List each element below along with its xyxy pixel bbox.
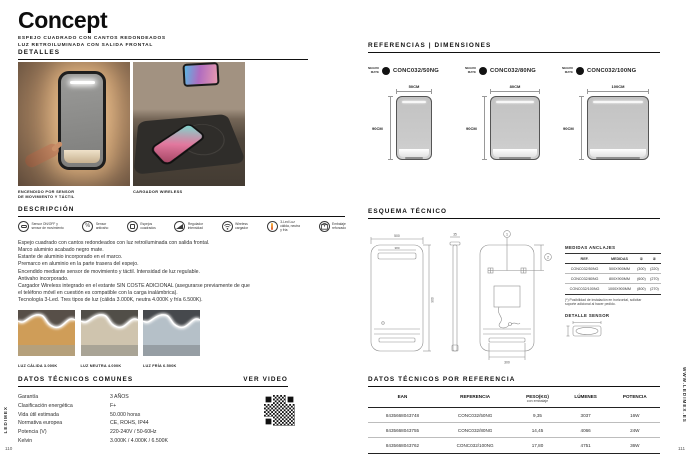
description-line: Espejo cuadrado con cantos redondeados con luz retroiluminada con salida frontal. [18, 240, 210, 246]
feature-icons-row [18, 220, 346, 232]
feature-label: Espejos cuadrados [140, 222, 156, 231]
width-dim-line [490, 91, 540, 92]
col-lumenes: LÚMENES [562, 391, 610, 408]
reference-code: CONC032/100NG [587, 68, 637, 74]
detalle-sensor [565, 313, 609, 345]
width-label: 50CM [408, 84, 420, 89]
height-dim-line [484, 96, 485, 160]
description-line: Encendido mediante sensor de movimiento y táctil. Intensidad de luz regulable. [18, 268, 200, 275]
feature-antifog [82, 220, 108, 232]
qr-code [264, 395, 295, 426]
descripcion-heading: DESCRIPCIÓN [18, 206, 345, 217]
reference-item [465, 67, 562, 75]
anclajes-footnote: (*) Posibilidad de instalación en horizontal, solicitar soporte adicional al hacer pedido. [565, 297, 642, 306]
col-referencia: REFERENCIA [437, 391, 513, 408]
sensor-onoff-icon [18, 221, 29, 232]
led-temperature-icon [267, 221, 278, 232]
reference-code: CONC032/50NG [393, 68, 439, 74]
mirror-outline [396, 96, 432, 160]
anclajes-table [565, 253, 661, 295]
feature-label: Sensor ON/OFF y sensor de movimiento [31, 222, 64, 231]
page-title: Concept [18, 7, 108, 33]
description-line: el teléfono móvil en cuestión es compatible con la carga inalámbrica). [18, 290, 178, 297]
dimension-diagrams [368, 84, 660, 184]
anclajes-row: CONC032/80NG 800X900MM (600) (270) [565, 274, 661, 284]
spec-row: Clasificación energética F+ [18, 402, 117, 409]
photo-caption-wireless: CARGADOR WIRELESS [133, 189, 183, 194]
col-ean: EAN [368, 391, 437, 408]
width-dim-line [396, 91, 432, 92]
feature-label: Embalaje reforzado [332, 222, 346, 231]
feature-dimmer [174, 220, 203, 232]
datos-por-referencia-heading: DATOS TÉCNICOS POR REFERENCIA [368, 376, 660, 387]
page-number-right: 111 [678, 446, 685, 451]
description-line: Antivaho incorporado. [18, 275, 69, 282]
anclajes-row: CONC032/50NG 500X900MM (300) (220) [565, 264, 661, 274]
col-marker-2: ② [648, 254, 661, 264]
description-line: Marco aluminio acabado negro mate. [18, 247, 104, 254]
svg-text:500: 500 [394, 234, 400, 238]
wireless-charger-icon [222, 221, 233, 232]
feature-3led [267, 220, 300, 232]
diagram-100cm [562, 84, 659, 184]
finish-label: NEGRO MATE [465, 66, 477, 74]
description-paragraph [18, 240, 346, 304]
antifog-icon: % [82, 221, 93, 232]
color-swatch-black [382, 67, 390, 75]
anclajes-row: CONC032/100NG 1000X900MM (800) (270) [565, 284, 661, 294]
feature-label: Regulador intensidad [187, 222, 204, 231]
esquema-heading: ESQUEMA TÉCNICO [368, 208, 660, 219]
height-label: 90CM [563, 126, 574, 131]
caption-line: ENCENDIDO POR SENSOR [18, 189, 75, 194]
light-caption: LUZ FRÍA 6.500K [143, 364, 177, 368]
light-caption: LUZ NEUTRA 4.000K [80, 364, 122, 368]
reference-item [368, 67, 465, 75]
description-line: Cargador Wireless integrado en el estante SIN COSTE ADICIONAL (asegurarse previamente de que [18, 282, 250, 289]
svg-text:300: 300 [504, 360, 510, 365]
brand-vertical-label: LEDIMEX [3, 405, 8, 433]
datos-comunes-heading [18, 376, 288, 387]
product-row: 8435668043748 CONC032/50NG 9,35 3037 16W [368, 408, 660, 423]
page-subtitle [18, 36, 346, 49]
light-sample-warm [18, 310, 75, 368]
diagram-50cm [368, 84, 465, 184]
feature-label: Wireless cargador [235, 222, 249, 231]
color-swatch-black [576, 67, 584, 75]
svg-text:2: 2 [547, 255, 549, 260]
mirror-shelf [64, 150, 100, 163]
product-row: 8435668043755 CONC032/80NG 14,45 4066 24W [368, 423, 660, 438]
height-label: 90CM [372, 126, 383, 131]
caption-line: DE MOVIMIENTO Y TÁCTIL [18, 194, 75, 200]
cool-light-image [143, 310, 200, 356]
diagram-80cm [465, 84, 562, 184]
neutral-light-image [81, 310, 138, 356]
phone-standing-image [182, 62, 219, 87]
mirror-light-strip [70, 81, 95, 84]
datos-comunes-title: DATOS TÉCNICOS COMUNES [18, 376, 134, 383]
reference-code: CONC032/80NG [490, 68, 536, 74]
feature-packaging [319, 220, 346, 232]
col-ref: REF. [565, 254, 604, 264]
datos-comunes-list [18, 393, 258, 446]
mirror-outline [490, 96, 540, 160]
col-peso: PESO(KG) con embalaje [513, 391, 561, 408]
feature-sensor-onoff [18, 220, 64, 232]
medidas-anclajes [565, 245, 661, 306]
feature-label: Sensor antivaho [95, 222, 109, 231]
sensor-drawing [565, 320, 609, 340]
width-dim-line [587, 91, 649, 92]
reinforced-packaging-icon [319, 221, 330, 232]
width-label: 100CM [611, 84, 625, 89]
charger-pad-image [133, 114, 245, 175]
warm-light-image [18, 310, 75, 356]
website-vertical-label: WWW.LEDIMEX.ES [682, 367, 687, 423]
description-line: Estante de aluminio incorporado en el marco. [18, 254, 123, 261]
finish-label: NEGRO MATE [562, 66, 574, 74]
detalles-heading: DETALLES [18, 49, 308, 60]
subtitle-line-2: LUZ RETROILUMINADA CON SALIDA FRONTAL [18, 42, 153, 48]
reference-item [562, 67, 659, 75]
light-sample-cool [143, 310, 200, 368]
mirror-outline [587, 96, 649, 160]
technical-drawing [368, 226, 560, 374]
product-row: 8435668043762 CONC032/100NG 17,80 4751 36W [368, 438, 660, 453]
dimmer-icon [174, 221, 185, 232]
width-label: 80CM [509, 84, 521, 89]
detalle-sensor-heading: DETALLE SENSOR [565, 313, 610, 318]
ver-video-link[interactable]: VER VIDEO [243, 376, 288, 383]
col-marker-1: ① [635, 254, 648, 264]
feature-wireless [222, 220, 249, 232]
svg-text:380: 380 [394, 246, 400, 250]
left-column [18, 7, 346, 444]
feature-square-mirrors [127, 220, 156, 232]
photo-mirror-sensor [18, 62, 130, 186]
svg-text:1: 1 [506, 232, 508, 237]
svg-text:35: 35 [453, 232, 457, 237]
subtitle-line-1: ESPEJO CUADRADO CON CANTOS REDONDEADOS [18, 36, 166, 41]
photo-captions [18, 189, 346, 199]
photo-wireless-charger [133, 62, 245, 186]
spec-row: Normativa europea CE, ROHS, IP44 [18, 420, 149, 427]
detail-photos [18, 62, 245, 186]
spec-row: Garantía 3 AÑOS [18, 394, 129, 400]
height-dim-line [390, 96, 391, 160]
col-medidas: MEDIDAS [604, 254, 635, 264]
description-line: Tecnología 3-Led. Tres tipos de luz (cálida 3.000K, neutra 4.000K y fría 6.500K). [18, 297, 203, 304]
por-referencia-table [368, 391, 660, 454]
description-line: Premarco en aluminio en la parte trasera del espejo. [18, 261, 139, 268]
page-number-left: 110 [5, 446, 13, 451]
medidas-anclajes-heading: MEDIDAS ANCLAJES [565, 245, 616, 250]
square-mirror-icon [127, 221, 138, 232]
mirror-image [58, 71, 106, 170]
reference-list [368, 67, 660, 75]
photo-caption-sensor [18, 189, 133, 199]
light-sample-neutral [81, 310, 138, 368]
svg-text:900: 900 [430, 297, 435, 303]
height-label: 90CM [466, 126, 477, 131]
spec-row: Vida útil estimada 50.000 horas [18, 411, 141, 418]
finish-label: NEGRO MATE [368, 66, 380, 74]
spec-row: Potencia (V) 220-240V / 50-60Hz [18, 429, 157, 436]
feature-label: 3-Led Luz cálida, neutra y fría [280, 220, 300, 233]
height-dim-line [581, 96, 582, 160]
color-swatch-black [479, 67, 487, 75]
referencias-heading: REFERENCIAS | DIMENSIONES [368, 42, 660, 53]
col-potencia: POTENCIA [610, 391, 660, 408]
light-caption: LUZ CÁLIDA 3.000K [18, 364, 58, 368]
light-temperature-samples [18, 310, 200, 368]
spec-row: Kelvin 3.000K / 4.000K / 6.500K [18, 437, 168, 444]
